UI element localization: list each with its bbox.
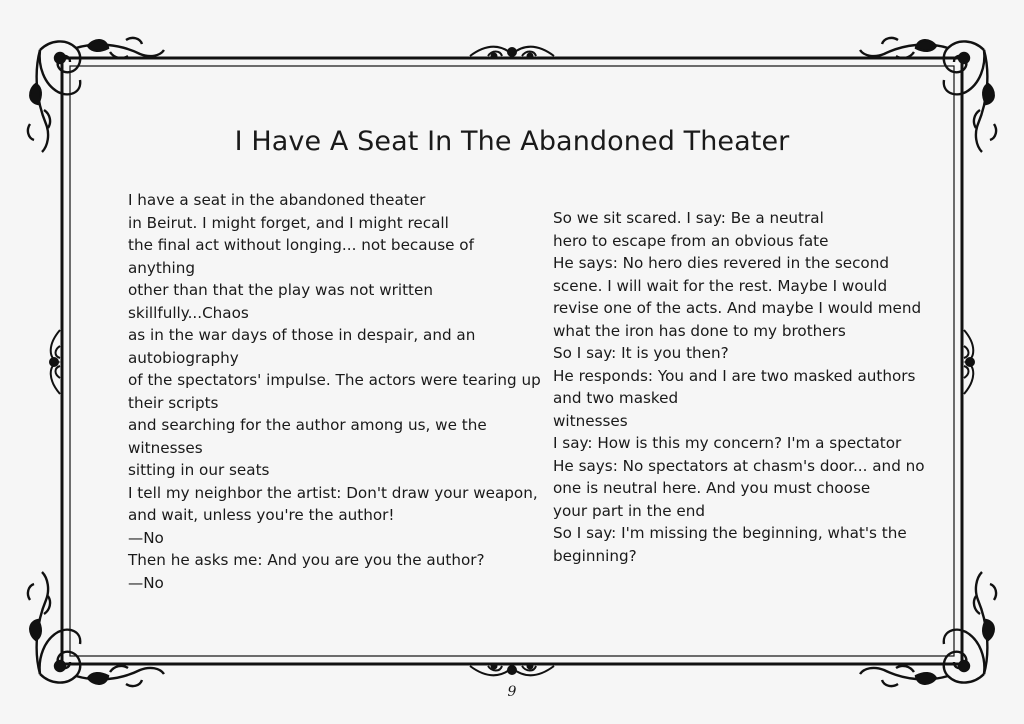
poem-line: I have a seat in the abandoned theater [128, 191, 426, 209]
poem-line: the final act without longing... not because of [128, 236, 474, 254]
poem-line: their scripts [128, 393, 219, 412]
poem-line: I say: How is this my concern? I'm a spectator [553, 434, 902, 452]
poem-line: witnesses [553, 411, 628, 430]
page-number: 9 [507, 684, 517, 700]
poem-line: He says: No hero dies revered in the second [553, 254, 889, 272]
left-center-ornament [50, 330, 60, 394]
poem-line: anything [128, 258, 195, 277]
poem-line: beginning? [553, 546, 637, 565]
poem-title: I Have A Seat In The Abandoned Theater [234, 126, 790, 157]
poem-line: —No [128, 528, 164, 547]
left-column [128, 189, 541, 594]
poem-line: of the spectators' impulse. The actors were tearing up [128, 371, 541, 389]
bottom-right-corner-ornament [860, 572, 996, 686]
poem-line: skillfully...Chaos [128, 303, 249, 322]
poem-line: I tell my neighbor the artist: Don't draw your weapon, [128, 483, 538, 502]
poem-line: as in the war days of those in despair, and an [128, 326, 476, 344]
poem-line: He says: No spectators at chasm's door... and no [553, 456, 925, 475]
poem-line: hero to escape from an obvious fate [553, 231, 829, 250]
poem-line: and two masked [553, 389, 679, 407]
poem-line: scene. I will wait for the rest. Maybe I would [553, 276, 888, 295]
right-center-ornament [964, 330, 974, 394]
poem-line: and searching for the author among us, we the [128, 416, 487, 434]
poem-line: He responds: You and I are two masked authors [553, 366, 916, 385]
poem-line: —No [128, 573, 164, 592]
poem-line: what the iron has done to my brothers [553, 321, 846, 340]
poem-line: in Beirut. I might forget, and I might recall [128, 213, 449, 232]
poem-line: sitting in our seats [128, 461, 270, 479]
poem-line: So I say: I'm missing the beginning, what's the [553, 524, 907, 542]
poem-line: So I say: It is you then? [553, 344, 729, 362]
poem-line: one is neutral here. And you must choose [553, 479, 871, 497]
poem-line: your part in the end [553, 501, 705, 520]
poem-line: autobiography [128, 348, 239, 367]
poem-line: revise one of the acts. And maybe I would mend [553, 299, 922, 317]
poem-line: Then he asks me: And you are you the author? [128, 551, 485, 569]
right-column [553, 207, 925, 567]
poem-line: and wait, unless you're the author! [128, 506, 395, 524]
poem-line: So we sit scared. I say: Be a neutral [553, 209, 824, 227]
poem-line: other than that the play was not written [128, 281, 433, 299]
poem-line: witnesses [128, 438, 203, 457]
